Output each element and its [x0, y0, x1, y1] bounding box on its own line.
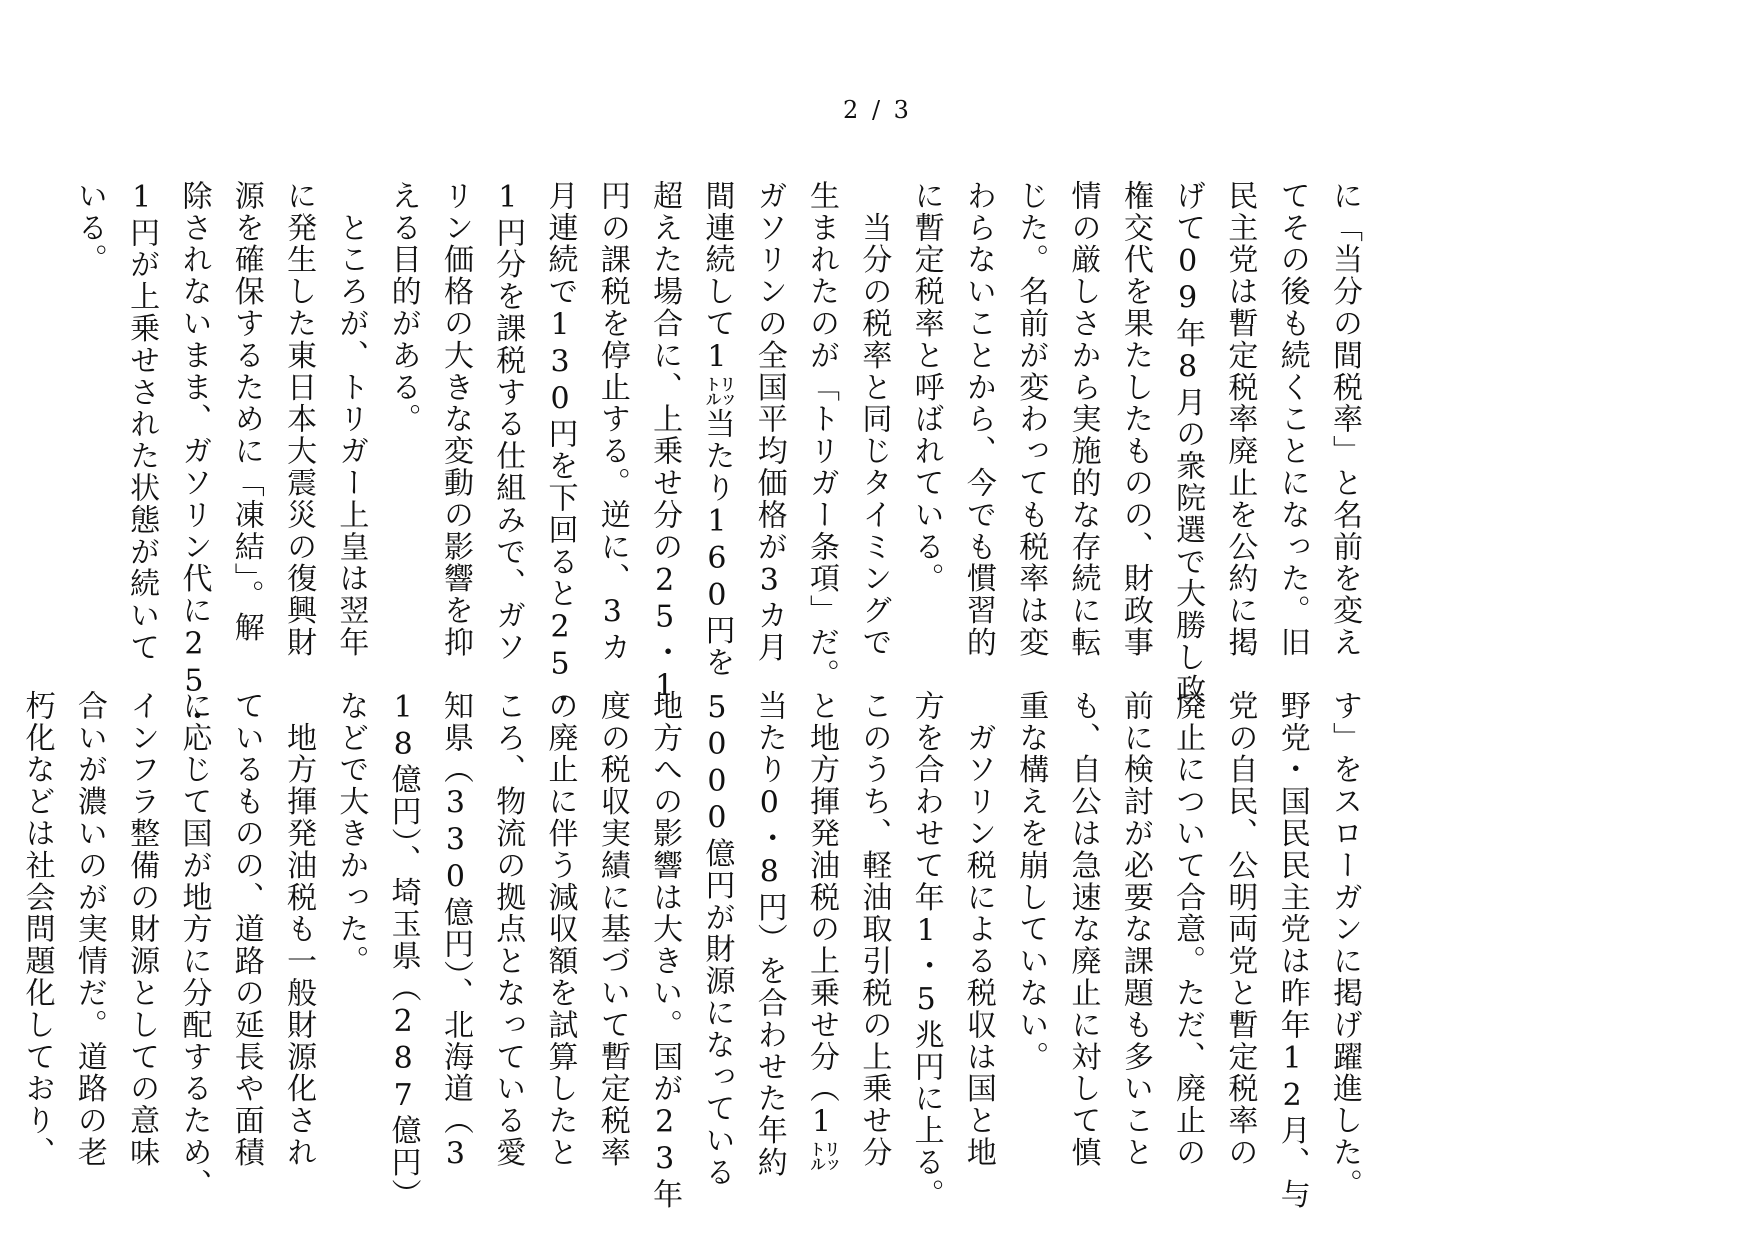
text-line: 党の自民、公明両党と暫定税率の: [1222, 690, 1258, 1169]
page-number: 2 / 3: [843, 96, 912, 124]
text-line: ガソリン税による税収は国と地: [960, 690, 996, 1169]
text-line: 間連続して1㍑当たり160円を: [699, 180, 735, 679]
text-line: いる。: [71, 180, 107, 276]
text-line: 情の厳しさから実施的な存続に転: [1065, 180, 1101, 659]
text-line: 知県（330億円）、北海道（3: [437, 690, 473, 1174]
text-line: に応じて国が地方に分配するため、: [176, 690, 212, 1201]
text-line: 超えた場合に、上乗せ分の25・1: [647, 180, 683, 706]
text-line: ころ、物流の拠点となっている愛: [490, 690, 526, 1169]
text-line: 1円分を課税する仕組みで、ガソ: [490, 180, 526, 664]
text-line: も、自公は急速な廃止に対して慎: [1065, 690, 1101, 1169]
text-line: 前に検討が必要な課題も多いこと: [1117, 690, 1153, 1169]
text-line: インフラ整備の財源としての意味: [124, 690, 160, 1169]
text-line: 地方揮発油税も一般財源化され: [281, 690, 317, 1169]
text-line: 生まれたのが「トリガー条項」だ。: [804, 180, 840, 691]
text-line: 円の課税を停止する。逆に、3カ: [594, 180, 630, 664]
text-line: 除されないまま、ガソリン代に25・: [176, 180, 212, 733]
text-line: このうち、軽油取引税の上乗せ分: [856, 690, 892, 1169]
text-line: 当たり0・8円）を合わせた年約: [751, 690, 787, 1179]
text-line: じた。名前が変わっても税率は変: [1013, 180, 1049, 659]
text-line: 権交代を果たしたものの、財政事: [1117, 180, 1153, 659]
upper-text-block: [71, 180, 1370, 733]
text-line: リン価格の大きな変動の影響を抑: [437, 180, 473, 659]
text-line: に発生した東日本大震災の復興財: [281, 180, 317, 659]
text-line: える目的がある。: [385, 180, 421, 436]
text-line: てその後も続くことになった。旧: [1274, 180, 1310, 659]
text-line: 方を合わせて年1・5兆円に上る。: [908, 690, 944, 1211]
text-line: 地方への影響は大きい。国が23年: [647, 690, 683, 1211]
text-line: と地方揮発油税の上乗せ分（1㍑: [804, 690, 840, 1174]
text-line: 5000億円が財源になっている: [699, 690, 735, 1189]
text-line: 民主党は暫定税率廃止を公約に掲: [1222, 180, 1258, 659]
text-line: 廃止について合意。ただ、廃止の: [1170, 690, 1206, 1169]
text-line: 18億円）、埼玉県（287億円）: [385, 690, 421, 1211]
text-line: ところが、トリガー上皇は翌年: [333, 180, 369, 659]
text-line: 野党・国民民主党は昨年12月、与: [1274, 690, 1310, 1211]
lower-text-block: [19, 690, 1370, 1211]
text-line: 重な構えを崩していない。: [1013, 690, 1049, 1073]
text-line: に「当分の間税率」と名前を変え: [1327, 180, 1362, 659]
text-line: に暫定税率と呼ばれている。: [908, 180, 944, 595]
text-line: の廃止に伴う減収額を試算したと: [542, 690, 578, 1169]
text-line: 合いが濃いのが実情だ。道路の老: [71, 690, 107, 1169]
text-line: 当分の税率と同じタイミングで: [856, 180, 892, 659]
text-line: わらないことから、今でも慣習的: [960, 180, 996, 659]
text-line: ガソリンの全国平均価格が3カ月: [751, 180, 787, 664]
text-line: 1円が上乗せされた状態が続いて: [124, 180, 160, 664]
text-line: などで大きかった。: [333, 690, 369, 978]
text-line: 朽化などは社会問題化しており、: [19, 690, 55, 1169]
text-line: 源を確保するために「凍結」。解: [228, 180, 264, 644]
text-line: 度の税収実績に基づいて暫定税率: [594, 690, 630, 1169]
text-line: す」をスローガンに掲げ躍進した。: [1327, 690, 1362, 1201]
text-line: 月連続で130円を下回ると25・: [542, 180, 578, 716]
text-line: げて09年8月の衆院選で大勝し政: [1170, 180, 1206, 706]
text-line: ているものの、道路の延長や面積: [228, 690, 264, 1169]
